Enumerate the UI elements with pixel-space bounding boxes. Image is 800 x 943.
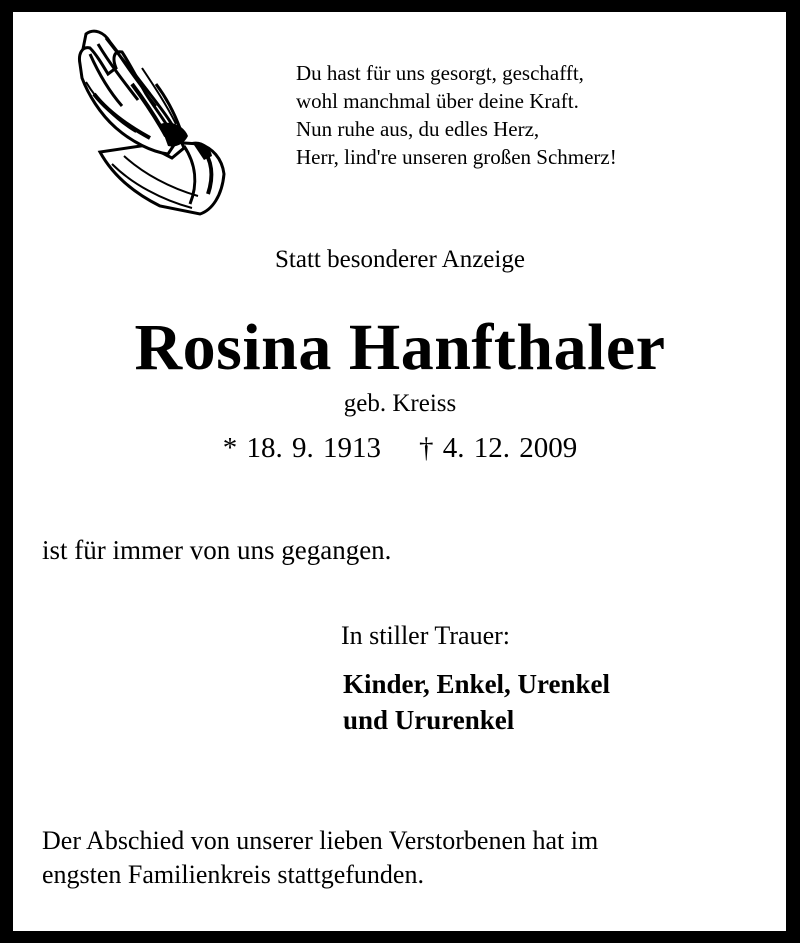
- birth-date: * 18. 9. 1913: [222, 432, 381, 464]
- poem-line: wohl manchmal über deine Kraft.: [296, 89, 579, 113]
- life-dates: [0, 432, 800, 465]
- death-date: † 4. 12. 2009: [419, 432, 578, 464]
- closing-line: Der Abschied von unserer lieben Verstorbenen hat im: [42, 826, 599, 855]
- mourning-intro: In stiller Trauer:: [341, 621, 510, 650]
- deceased-name: Rosina Hanfthaler: [134, 311, 666, 384]
- poem-line: Du hast für uns gesorgt, geschafft,: [296, 61, 584, 85]
- mourners-line: und Ururenkel: [343, 705, 515, 735]
- mourners: [343, 666, 610, 738]
- praying-hands-icon: [72, 24, 228, 216]
- announcement-heading: Statt besonderer Anzeige: [275, 246, 525, 273]
- poem-line: Herr, lind're unseren großen Schmerz!: [296, 145, 617, 169]
- statement: ist für immer von uns gegangen.: [42, 535, 392, 565]
- maiden-name: geb. Kreiss: [343, 390, 457, 417]
- closing-line: engsten Familienkreis stattgefunden.: [42, 860, 424, 889]
- closing-note: [42, 824, 598, 892]
- mourners-line: Kinder, Enkel, Urenkel: [343, 669, 611, 699]
- poem: [296, 59, 617, 171]
- poem-line: Nun ruhe aus, du edles Herz,: [296, 117, 540, 141]
